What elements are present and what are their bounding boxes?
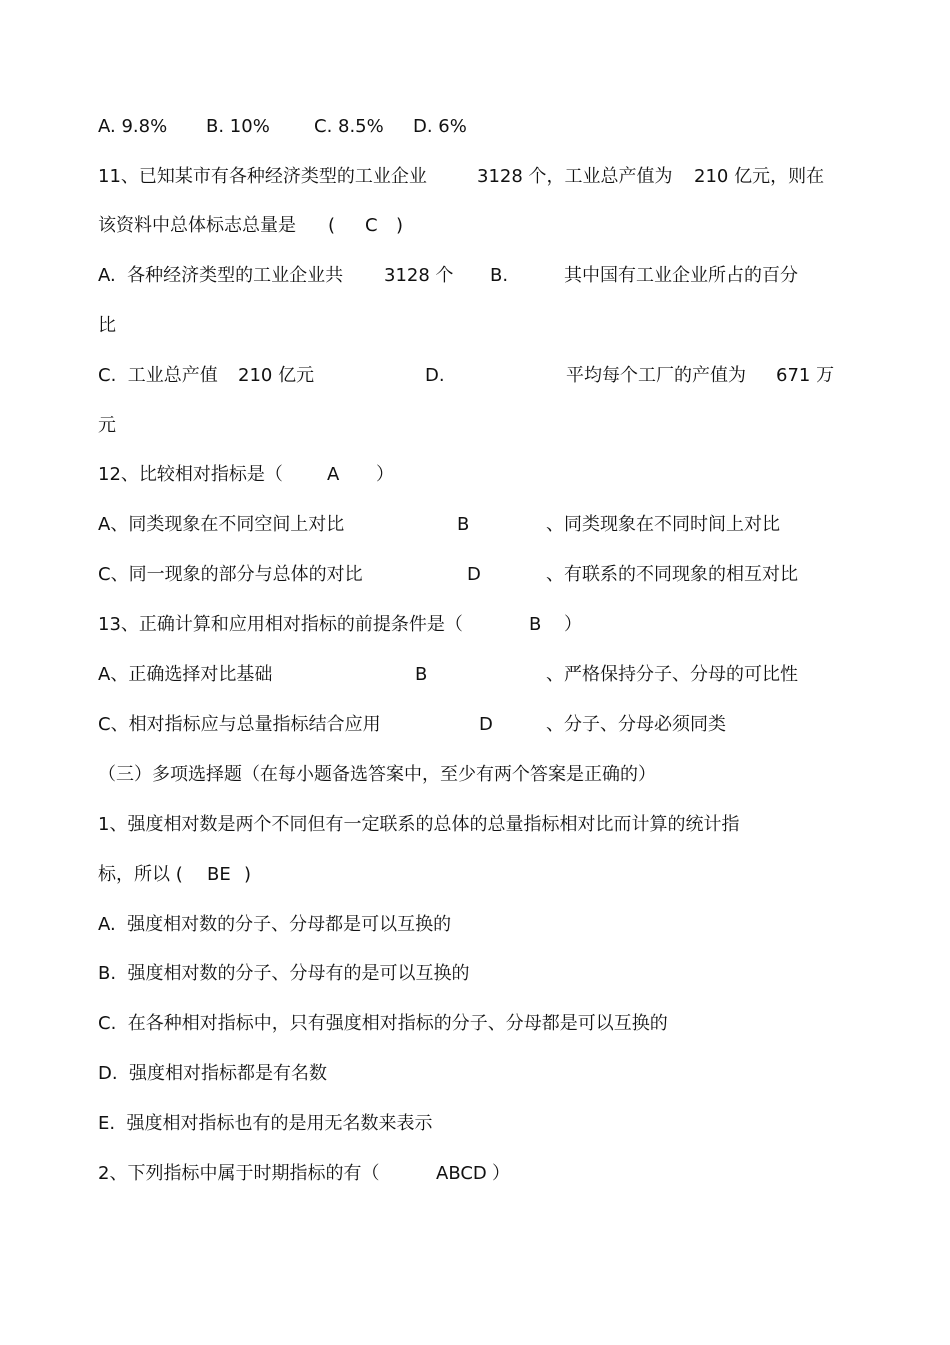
option-d: 平均每个工厂的产值为 bbox=[566, 365, 746, 386]
option-line bbox=[0, 912, 452, 938]
option-b: B. 强度相对数的分子、分母有的是可以互换的 bbox=[98, 963, 470, 984]
option-a: 3128 个 bbox=[384, 265, 454, 286]
option-d: D. 强度相对指标都是有名数 bbox=[98, 1063, 328, 1084]
option-d: 、有联系的不同现象的相互对比 bbox=[546, 564, 798, 585]
question-line bbox=[0, 862, 252, 888]
question-text: 13、正确计算和应用相对指标的前提条件是（ bbox=[98, 614, 463, 635]
option-line bbox=[0, 512, 780, 538]
question-line bbox=[0, 462, 394, 488]
option-c: C. 8.5% bbox=[314, 116, 384, 137]
question-text: 1、强度相对数是两个不同但有一定联系的总体的总量指标相对比而计算的统计指 bbox=[98, 814, 740, 835]
option-c: C、相对指标应与总量指标结合应用 bbox=[98, 714, 381, 735]
option-a: A、正确选择对比基础 bbox=[98, 664, 273, 685]
option-d: D bbox=[467, 564, 481, 585]
option-b: B bbox=[415, 664, 428, 685]
option-d: 671 万 bbox=[776, 365, 835, 386]
option-line bbox=[0, 1011, 668, 1037]
option-d: 、分子、分母必须同类 bbox=[546, 714, 726, 735]
option-a: A. 各种经济类型的工业企业共 bbox=[98, 265, 344, 286]
option-line bbox=[0, 1061, 328, 1087]
option-line bbox=[0, 363, 835, 389]
option-a: A. 强度相对数的分子、分母都是可以互换的 bbox=[98, 914, 452, 935]
option-b: 、严格保持分子、分母的可比性 bbox=[546, 664, 798, 685]
option-line bbox=[0, 712, 726, 738]
option-line bbox=[0, 263, 798, 289]
option-line bbox=[0, 662, 798, 688]
option-d: 元 bbox=[98, 415, 116, 436]
option-b: 比 bbox=[98, 315, 116, 336]
text-line bbox=[0, 114, 467, 140]
option-d: D. 6% bbox=[413, 116, 467, 137]
answer-key: B bbox=[529, 614, 542, 635]
question-text: 11、已知某市有各种经济类型的工业企业 bbox=[98, 166, 427, 187]
answer-key: ABCD bbox=[436, 1163, 487, 1184]
option-a: A、同类现象在不同空间上对比 bbox=[98, 514, 345, 535]
option-b: B bbox=[457, 514, 470, 535]
answer-paren-close: ） bbox=[376, 464, 394, 485]
answer-paren-close: ) bbox=[396, 215, 404, 236]
answer-paren-close: ） bbox=[492, 1163, 510, 1184]
option-line bbox=[0, 961, 470, 987]
answer-key: BE bbox=[207, 864, 231, 885]
question-line bbox=[0, 612, 582, 638]
question-line bbox=[0, 812, 740, 838]
option-c: 210 亿元 bbox=[238, 365, 315, 386]
option-b: B. 10% bbox=[206, 116, 270, 137]
answer-paren-close: ） bbox=[564, 614, 582, 635]
option-line bbox=[0, 313, 116, 339]
question-text: 标，所以 ( bbox=[98, 864, 183, 885]
answer-key: C bbox=[365, 215, 378, 236]
option-b: 、同类现象在不同时间上对比 bbox=[546, 514, 780, 535]
option-line bbox=[0, 1111, 433, 1137]
option-d: D. bbox=[425, 365, 445, 386]
option-d: D bbox=[479, 714, 493, 735]
option-line bbox=[0, 562, 798, 588]
answer-key: A bbox=[327, 464, 340, 485]
option-b: 其中国有工业企业所占的百分 bbox=[564, 265, 798, 286]
question-line bbox=[0, 164, 825, 190]
section-heading-text: （三）多项选择题（在每小题备选答案中，至少有两个答案是正确的） bbox=[98, 764, 656, 785]
section-heading bbox=[0, 762, 656, 788]
question-line bbox=[0, 213, 404, 239]
question-text: 3128 个，工业总产值为 bbox=[477, 166, 673, 187]
question-text: 2、下列指标中属于时期指标的有（ bbox=[98, 1163, 380, 1184]
question-line bbox=[0, 1161, 510, 1187]
answer-paren-close: ) bbox=[244, 864, 252, 885]
option-b: B. bbox=[490, 265, 509, 286]
question-text: 210 亿元，则在 bbox=[694, 166, 825, 187]
option-e: E. 强度相对指标也有的是用无名数来表示 bbox=[98, 1113, 433, 1134]
option-c: C、同一现象的部分与总体的对比 bbox=[98, 564, 363, 585]
option-a: A. 9.8% bbox=[98, 116, 168, 137]
question-text: 12、比较相对指标是（ bbox=[98, 464, 283, 485]
option-c: C. 工业总产值 bbox=[98, 365, 218, 386]
question-text: 该资料中总体标志总量是 bbox=[98, 215, 296, 236]
option-c: C. 在各种相对指标中，只有强度相对指标的分子、分母都是可以互换的 bbox=[98, 1013, 668, 1034]
option-line bbox=[0, 413, 116, 439]
answer-paren-open: ( bbox=[328, 215, 336, 236]
